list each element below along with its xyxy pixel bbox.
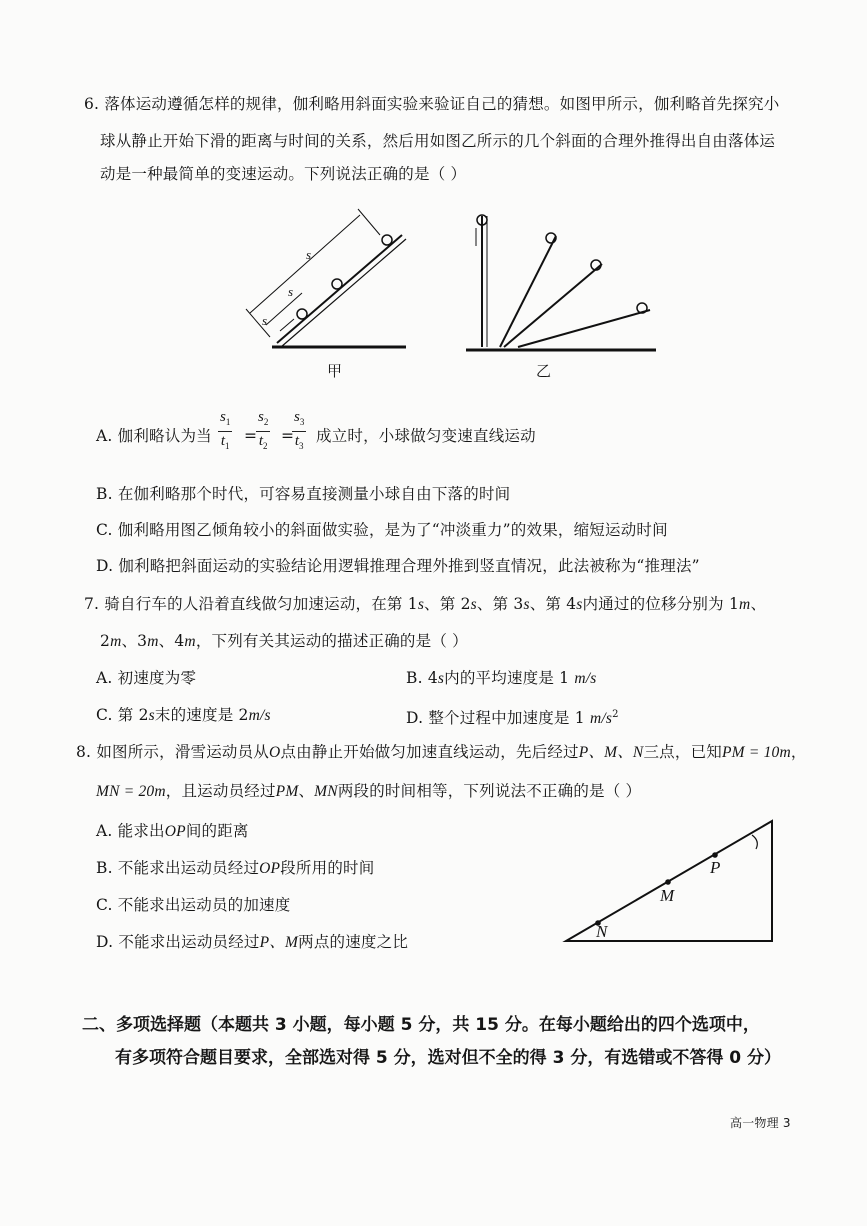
q6-fraction-2: $\frac{s_2}{t_2}$ bbox=[258, 409, 269, 451]
fig-point-m: M bbox=[660, 886, 675, 905]
section-2-heading-line-1: 二、多项选择题（本题共 3 小题，每小题 5 分，共 15 分。在每小题给出的四个选项中， bbox=[82, 1015, 760, 1035]
q6-line-3: 动是一种最简单的变速运动。下列说法正确的是（ ） bbox=[100, 165, 467, 183]
fig-jia-caption: 甲 bbox=[327, 362, 343, 380]
fig-jia-s3-label: s bbox=[262, 313, 268, 328]
q7-option-d: D. 整个过程中加速度是 1 $m/s^2$ bbox=[406, 709, 619, 728]
q6-option-a-suffix: 成立时，小球做匀变速直线运动 bbox=[316, 427, 536, 445]
fig-yi-caption: 乙 bbox=[536, 362, 552, 380]
q8-line-2: MN = 20m，且运动员经过PM、MN两段的时间相等，下列说法不正确的是（ ） bbox=[96, 782, 642, 800]
q6-fraction-3: $\frac{s_3}{t_3}$ bbox=[294, 409, 305, 451]
q8-option-a: A. 能求出OP间的距离 bbox=[96, 822, 249, 840]
q6-equals-1: = bbox=[244, 427, 258, 445]
q7-option-a: A. 初速度为零 bbox=[96, 669, 197, 687]
figure-ski-slope bbox=[560, 815, 790, 950]
q6-fraction-1: $\frac{s_1}{t_1}$ bbox=[220, 409, 231, 451]
q6-option-a-prefix: A. 伽利略认为当 bbox=[96, 427, 212, 445]
q8-option-c: C. 不能求出运动员的加速度 bbox=[96, 896, 291, 914]
q7-option-c: C. 第 2s末的速度是 2m/s bbox=[96, 706, 271, 724]
q7-line-1: 7. 骑自行车的人沿着直线做匀加速运动，在第 1s、第 2s、第 3s、第 4s内通过的位移分别为 1m、 bbox=[84, 595, 767, 613]
q6-option-b: B. 在伽利略那个时代，可容易直接测量小球自由下落的时间 bbox=[96, 485, 511, 503]
q6-line-2: 球从静止开始下滑的距离与时间的关系，然后用如图乙所示的几个斜面的合理外推得出自由落体运 bbox=[100, 132, 776, 150]
q7-option-b: B. 4s内的平均速度是 1 m/s bbox=[406, 669, 597, 687]
page-footer: 高一物理 3 bbox=[730, 1116, 791, 1130]
q6-option-c: C. 伽利略用图乙倾角较小的斜面做实验，是为了“冲淡重力”的效果，缩短运动时间 bbox=[96, 521, 668, 539]
q6-line-1: 6. 落体运动遵循怎样的规律，伽利略用斜面实验来验证自己的猜想。如图甲所示，伽利略首先探究小 bbox=[84, 95, 780, 113]
figure-jia-incline bbox=[230, 195, 420, 365]
section-2-heading-line-2: 有多项符合题目要求，全部选对得 5 分，选对但不全的得 3 分，有选错或不答得 0 分） bbox=[115, 1048, 781, 1068]
q7-line-2: 2m、3m、4m，下列有关其运动的描述正确的是（ ） bbox=[100, 632, 468, 650]
figure-yi-inclines bbox=[460, 210, 660, 360]
fig-point-p: P bbox=[710, 858, 721, 877]
q6-option-d: D. 伽利略把斜面运动的实验结论用逻辑推理合理外推到竖直情况，此法被称为“推理法” bbox=[96, 557, 700, 575]
fig-point-n: N bbox=[596, 922, 608, 941]
q8-option-b: B. 不能求出运动员经过OP段所用的时间 bbox=[96, 859, 375, 877]
q8-line-1: 8. 如图所示，滑雪运动员从O点由静止开始做匀加速直线运动，先后经过P、M、N三点，已知PM = 10m， bbox=[76, 743, 807, 761]
fig-jia-s2-label: s bbox=[288, 284, 294, 299]
fig-jia-s1-label: s bbox=[306, 247, 312, 262]
q6-equals-2: = bbox=[281, 427, 295, 445]
q8-option-d: D. 不能求出运动员经过P、M两点的速度之比 bbox=[96, 933, 409, 951]
